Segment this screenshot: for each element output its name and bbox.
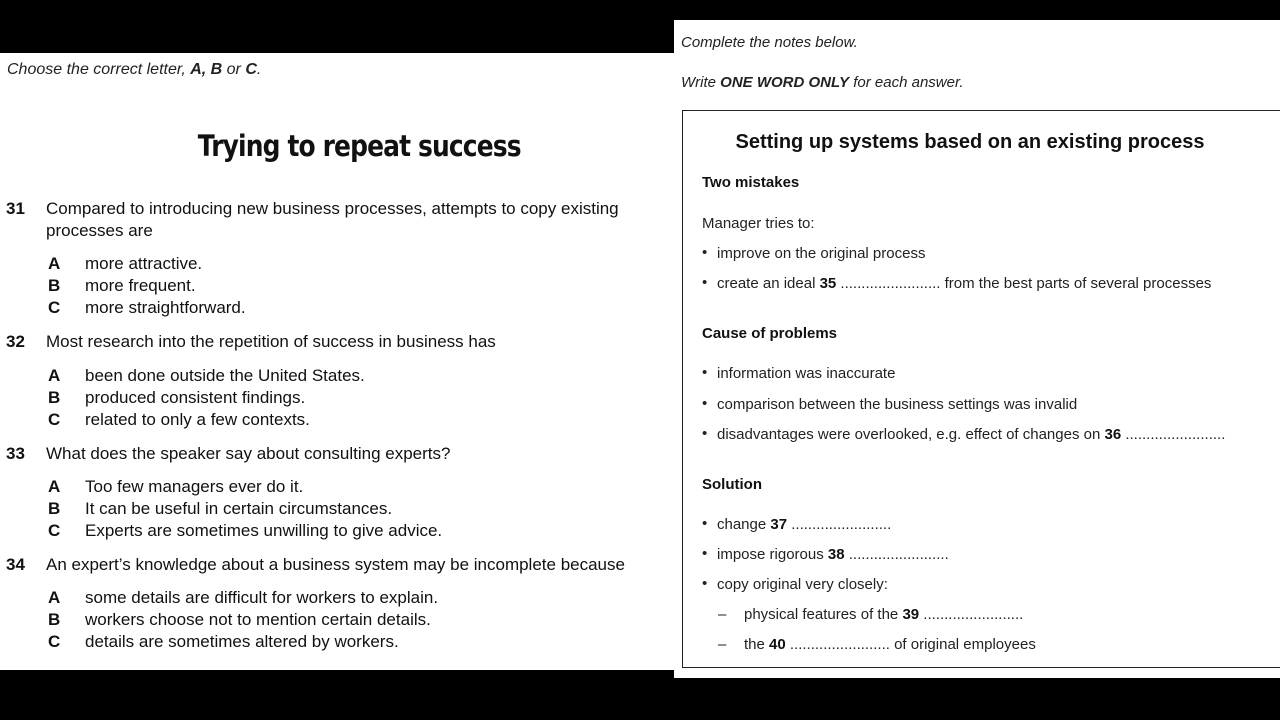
option-text: more straightforward. bbox=[85, 298, 246, 317]
instruction-letters: A, B bbox=[190, 61, 223, 78]
option-letter: C bbox=[48, 410, 61, 429]
option-text: Experts are sometimes unwilling to give advice. bbox=[85, 521, 443, 540]
question-number: 31 bbox=[6, 199, 25, 218]
option-letter: C bbox=[48, 298, 61, 317]
option-text: It can be useful in certain circumstances. bbox=[85, 499, 393, 518]
bullet-dot: • bbox=[702, 545, 708, 562]
text-part: physical features of the bbox=[744, 606, 903, 623]
page-title: Trying to repeat success bbox=[197, 129, 521, 163]
option-text: some details are difficult for workers to explain. bbox=[85, 588, 439, 607]
option-letter: B bbox=[48, 610, 61, 629]
option-text: produced consistent findings. bbox=[85, 388, 306, 407]
option-text: more frequent. bbox=[85, 276, 196, 295]
option-letter: B bbox=[48, 388, 61, 407]
section-solution: Solution bbox=[702, 476, 762, 493]
bullet-dot: • bbox=[702, 364, 708, 381]
gap-number-37: 37 bbox=[770, 516, 788, 533]
option-letter: C bbox=[48, 632, 61, 651]
answer-gap-36[interactable]: ........................ bbox=[1121, 426, 1226, 443]
text-part: impose rigorous bbox=[717, 546, 828, 563]
option-text: related to only a few contexts. bbox=[85, 410, 310, 429]
dash-text bbox=[744, 606, 1023, 623]
instruction-letter-c: C bbox=[245, 61, 257, 78]
manager-tries-to: Manager tries to: bbox=[702, 215, 815, 232]
answer-gap-35[interactable]: ........................ bbox=[836, 275, 945, 292]
text-part: create an ideal bbox=[717, 275, 820, 292]
bullet-dot: • bbox=[702, 575, 708, 592]
option-letter: A bbox=[48, 366, 61, 385]
dash-symbol: – bbox=[718, 606, 727, 623]
option-letter: B bbox=[48, 499, 61, 518]
option-text: Too few managers ever do it. bbox=[85, 477, 304, 496]
left-page bbox=[0, 53, 674, 670]
answer-gap-37[interactable]: ........................ bbox=[787, 516, 892, 533]
instruction-or: or bbox=[222, 61, 246, 78]
dash-symbol: – bbox=[718, 636, 727, 653]
gap-number-40: 40 bbox=[769, 636, 786, 653]
option-text: more attractive. bbox=[85, 254, 203, 273]
bullet-dot: • bbox=[702, 515, 708, 532]
question-number: 32 bbox=[6, 332, 25, 351]
gap-number-35: 35 bbox=[819, 275, 837, 292]
instruction-complete-notes: Complete the notes below. bbox=[681, 34, 858, 51]
dash-text bbox=[744, 636, 1036, 653]
answer-gap-39[interactable]: ........................ bbox=[919, 606, 1024, 623]
option-letter: A bbox=[48, 588, 61, 607]
option-text: workers choose not to mention certain details. bbox=[85, 610, 431, 629]
bullet-text bbox=[717, 426, 1225, 443]
option-letter: C bbox=[48, 521, 61, 540]
gap-number-39: 39 bbox=[902, 606, 920, 623]
instruction-word-limit-bold: ONE WORD ONLY bbox=[720, 74, 850, 91]
option-letter: A bbox=[48, 477, 61, 496]
answer-gap-40[interactable]: ........................ bbox=[785, 636, 895, 653]
right-page bbox=[674, 20, 1280, 678]
option-text: details are sometimes altered by workers. bbox=[85, 632, 399, 651]
notes-title: Setting up systems based on an existing process bbox=[735, 131, 1205, 153]
instruction-text: Choose the correct letter, bbox=[7, 61, 191, 78]
bullet-text: copy original very closely: bbox=[717, 576, 888, 593]
answer-gap-38[interactable]: ........................ bbox=[844, 546, 949, 563]
option-letter: A bbox=[48, 254, 61, 273]
question-text: An expert’s knowledge about a business system may be incomplete because bbox=[46, 555, 625, 574]
section-two-mistakes: Two mistakes bbox=[702, 174, 800, 191]
bullet-text: information was inaccurate bbox=[717, 365, 896, 382]
text-part: change bbox=[717, 516, 771, 533]
gap-number-36: 36 bbox=[1104, 426, 1122, 443]
question-text: Compared to introducing new business processes, attempts to copy existing bbox=[46, 199, 619, 218]
question-number: 33 bbox=[6, 444, 25, 463]
instruction-end: . bbox=[256, 61, 262, 78]
bullet-text: comparison between the business settings was invalid bbox=[717, 396, 1078, 413]
text-part: of original employees bbox=[894, 636, 1036, 653]
bullet-text: improve on the original process bbox=[717, 245, 926, 262]
question-text: Most research into the repetition of success in business has bbox=[46, 332, 496, 351]
bullet-text bbox=[717, 516, 891, 533]
text-part: disadvantages were overlooked, e.g. effect of changes on bbox=[717, 426, 1105, 443]
question-text: processes are bbox=[46, 221, 153, 240]
option-letter: B bbox=[48, 276, 61, 295]
section-cause-of-problems: Cause of problems bbox=[702, 325, 838, 342]
instruction-choose-letter bbox=[7, 61, 261, 79]
bullet-text bbox=[717, 546, 949, 563]
bullet-dot: • bbox=[702, 274, 708, 291]
text-part: from the best parts of several processes bbox=[944, 275, 1212, 292]
bullet-dot: • bbox=[702, 395, 708, 412]
gap-number-38: 38 bbox=[827, 546, 845, 563]
bullet-text bbox=[717, 275, 1211, 292]
text-part: the bbox=[744, 636, 770, 653]
instruction-word-limit bbox=[681, 74, 964, 91]
bullet-dot: • bbox=[702, 425, 708, 442]
option-text: been done outside the United States. bbox=[85, 366, 365, 385]
bullet-dot: • bbox=[702, 244, 708, 261]
question-text: What does the speaker say about consulting experts? bbox=[46, 444, 451, 463]
question-number: 34 bbox=[6, 555, 25, 574]
instruction-text: Write bbox=[681, 74, 721, 91]
instruction-text: for each answer. bbox=[849, 74, 964, 91]
